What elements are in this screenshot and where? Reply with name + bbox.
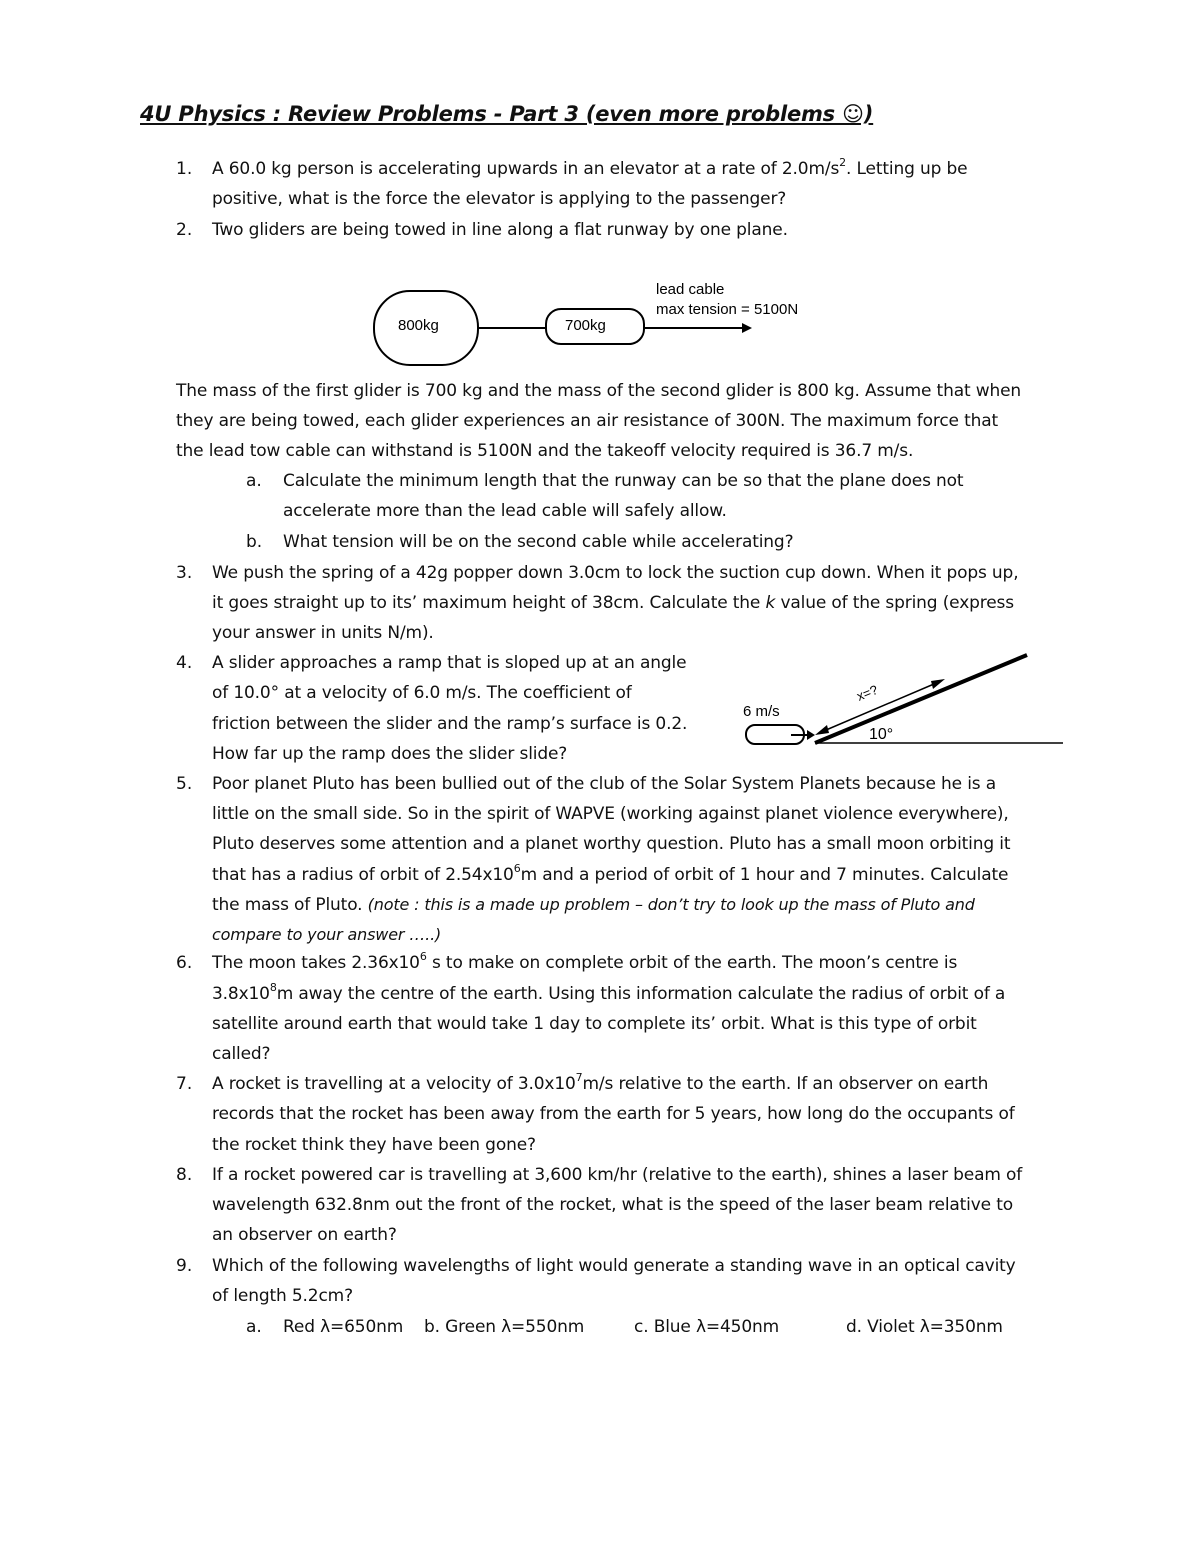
page-title: 4U Physics : Review Problems - Part 3 (even more problems ☺) <box>140 102 874 126</box>
q2a-label: a. <box>246 471 262 491</box>
q7-line-1: A rocket is travelling at a velocity of $3.0x10^7m/s$ relative to the earth. If an observer on earth <box>212 1071 989 1094</box>
q2a-line-1: Calculate the minimum length that the runway can be so that the plane does not <box>283 471 964 491</box>
q1-line-1: A 60.0 kg person is accelerating upwards in an elevator at a rate of $2.0m/s^2$. Letting up be <box>212 156 968 179</box>
q8-line-2: wavelength 632.8nm out the front of the rocket, what is the speed of the laser beam relative to <box>212 1195 1013 1215</box>
q8-line-3: an observer on earth? <box>212 1225 397 1245</box>
q9-line-1: Which of the following wavelengths of light would generate a standing wave in an optical cavity <box>212 1256 1016 1276</box>
lead-cable-label: lead cable <box>656 281 725 298</box>
distance-label: x=? <box>854 681 880 704</box>
q1-line-2: positive, what is the force the elevator is applying to the passenger? <box>212 189 787 209</box>
q2-number: 2. <box>176 220 193 240</box>
max-tension-label: max tension = 5100N <box>656 301 799 318</box>
q7-number: 7. <box>176 1074 193 1094</box>
q9-option-c: c. Blue λ=450nm <box>634 1317 780 1337</box>
q1-number: 1. <box>176 159 193 179</box>
q9-option-a-label: a. <box>246 1317 262 1337</box>
q7-line-3: the rocket think they have been gone? <box>212 1135 536 1155</box>
q6-line-3: satellite around earth that would take 1 day to complete its’ orbit. What is this type of orbit <box>212 1014 977 1034</box>
q2b-line-1: What tension will be on the second cable while accelerating? <box>283 532 794 552</box>
q6-number: 6. <box>176 953 193 973</box>
q3-line-3: your answer in units N/m). <box>212 623 434 643</box>
q9-option-a: Red λ=650nm <box>283 1317 404 1337</box>
q5-line-2: little on the small side. So in the spirit of WAPVE (working against planet violence everywhere), <box>212 804 1009 824</box>
q5-line-3: Pluto deserves some attention and a planet worthy question. Pluto has a small moon orbiting it <box>212 834 1011 854</box>
q5-line-4: that has a radius of orbit of $2.54x10^6m$ and a period of orbit of 1 hour and 7 minutes. Calculate <box>212 862 1009 885</box>
q5-number: 5. <box>176 774 193 794</box>
lead-cable-arrowhead <box>742 323 752 333</box>
q4-line-2: of 10.0° at a velocity of 6.0 m/s. The coefficient of <box>212 683 632 703</box>
q2-line-1: Two gliders are being towed in line along a flat runway by one plane. <box>212 220 788 240</box>
q2-para-line-2: they are being towed, each glider experiences an air resistance of 300N. The maximum force that <box>176 411 999 431</box>
q2-para-line-3: the lead tow cable can withstand is 5100N and the takeoff velocity required is 36.7 m/s. <box>176 441 914 461</box>
q4-number: 4. <box>176 653 193 673</box>
q5-line-6: compare to your answer …..) <box>212 925 442 944</box>
q3-line-1: We push the spring of a 42g popper down 3.0cm to lock the suction cup down. When it pops up, <box>212 563 1019 583</box>
q2b-label: b. <box>246 532 263 552</box>
glider-diagram <box>360 270 840 380</box>
q2a-line-2: accelerate more than the lead cable will safely allow. <box>283 501 727 521</box>
q6-line-2: $3.8x10^8m$ away the centre of the earth. Using this information calculate the radius of orbit of a <box>212 981 1006 1004</box>
q8-line-1: If a rocket powered car is travelling at 3,600 km/hr (relative to the earth), shines a laser beam of <box>212 1165 1023 1185</box>
q6-line-4: called? <box>212 1044 271 1064</box>
q9-number: 9. <box>176 1256 193 1276</box>
angle-label: 10° <box>869 726 894 743</box>
speed-label: 6 m/s <box>743 703 780 720</box>
q5-line-1: Poor planet Pluto has been bullied out of the club of the Solar System Planets because he is a <box>212 774 997 794</box>
q4-line-1: A slider approaches a ramp that is sloped up at an angle <box>212 653 687 673</box>
glider-700kg-label: 700kg <box>565 317 606 334</box>
glider-800kg-label: 800kg <box>398 317 439 334</box>
q4-line-4: How far up the ramp does the slider slide? <box>212 744 568 764</box>
q2-para-line-1: The mass of the first glider is 700 kg and the mass of the second glider is 800 kg. Assume that when <box>176 381 1022 401</box>
q7-line-2: records that the rocket has been away from the earth for 5 years, how long do the occupants of <box>212 1104 1015 1124</box>
ramp-line <box>815 655 1027 743</box>
q6-line-1: The moon takes $2.36x10^6$ s to make on complete orbit of the earth. The moon’s centre is <box>212 950 958 973</box>
q5-line-5: the mass of Pluto. (note : this is a made up problem – don’t try to look up the mass of Pluto and <box>212 895 975 915</box>
q4-line-3: friction between the slider and the ramp’s surface is 0.2. <box>212 714 688 734</box>
distance-arrowhead-start <box>815 725 829 735</box>
q9-line-2: of length 5.2cm? <box>212 1286 353 1306</box>
q9-option-b: b. Green λ=550nm <box>424 1317 585 1337</box>
q3-line-2: it goes straight up to its’ maximum height of 38cm. Calculate the k value of the spring (express <box>212 593 1014 613</box>
q8-number: 8. <box>176 1165 193 1185</box>
q9-option-d: d. Violet λ=350nm <box>846 1317 1003 1337</box>
q3-number: 3. <box>176 563 193 583</box>
velocity-arrowhead <box>807 730 815 740</box>
distance-arrowhead-end <box>931 679 945 689</box>
ramp-diagram <box>735 645 1065 755</box>
